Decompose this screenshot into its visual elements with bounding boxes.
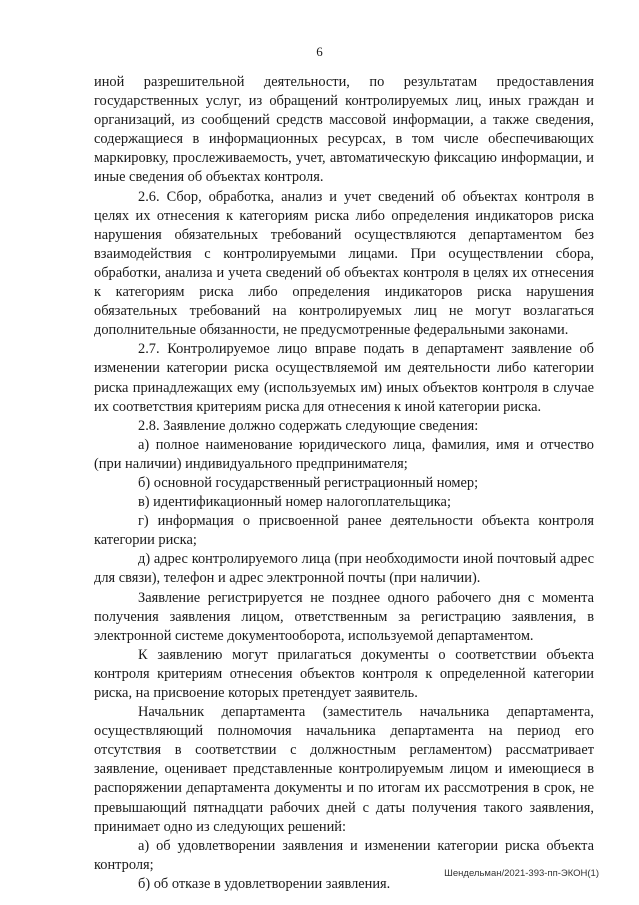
list-item-v: в) идентификационный номер налогоплательщика; [138, 494, 451, 511]
document-body [94, 73, 594, 894]
page-number: 6 [316, 44, 323, 59]
decision-item-a: а) об удовлетворении заявления и изменении категории риска объекта контроля; [94, 837, 594, 873]
list-item-b: б) основной государственный регистрационный номер; [138, 474, 479, 491]
list-item-a: а) полное наименование юридического лица, фамилия, имя и отчество (при наличии) индивидуального предпринимателя; [94, 436, 594, 472]
decision-item-b: б) об отказе в удовлетворении заявления. [138, 875, 391, 892]
paragraph-review: Начальник департамента (заместитель начальника департамента, осуществляющий полномочия начальника департамента на период его отсутствия в соответствии с должностным регламентом) рассматривает заявление, оценивает представленные контролируемым лицом и имеющиеся в распоряжении департамента документы и по итогам их рассмотрения в срок, не превышающий пятнадцати рабочих дней с даты получения такого заявления, принимает одно из следующих решений: [94, 704, 594, 835]
paragraph-2-6: 2.6. Сбор, обработка, анализ и учет сведений об объектах контроля в целях их отнесения к категориям риска либо определения индикаторов риска нарушения обязательных требований осуществляются департаментом без взаимодействия с контролируемыми лицами. При осуществлении сбора, обработки, анализа и учета сведений об объектах контроля в целях их отнесения к категориям риска либо определения индикаторов риска нарушения обязательных требований на контролируемых лиц не могут возлагаться дополнительные обязанности, не предусмотренные федеральными законами. [94, 188, 594, 339]
list-item-d: д) адрес контролируемого лица (при необходимости иной почтовый адрес для связи), телефон и адрес электронной почты (при наличии). [94, 551, 594, 587]
paragraph-2-7: 2.7. Контролируемое лицо вправе подать в департамент заявление об изменении категории риска осуществляемой им деятельности либо категории риска принадлежащих ему (используемых им) иных объектов контроля в случае их соответствия критериям риска для отнесения к иной категории риска. [94, 341, 594, 415]
paragraph-registration: Заявление регистрируется не позднее одного рабочего дня с момента получения заявления лицом, ответственным за регистрацию заявления, в электронной системе документооборота, используемой департаментом. [94, 589, 594, 644]
paragraph-attachments: К заявлению могут прилагаться документы о соответствии объекта контроля критериям отнесения объектов контроля к определенной категории риска, на присвоение которых претендует заявитель. [94, 646, 594, 701]
list-item-g: г) информация о присвоенной ранее деятельности объекта контроля категории риска; [94, 513, 594, 549]
document-code: Шендельман/2021-393-пп-ЭКОН(1) [444, 868, 599, 879]
paragraph-continuation: иной разрешительной деятельности, по результатам предоставления государственных услуг, из обращений контролируемых лиц, иных граждан и организаций, из сообщений средств массовой информации, а также сведения, содержащиеся в информационных ресурсах, в том числе обеспечивающих маркировку, прослеживаемость, учет, автоматическую фиксацию информации, и иные сведения об объектах контроля. [94, 74, 594, 186]
paragraph-2-8: 2.8. Заявление должно содержать следующие сведения: [138, 417, 479, 434]
